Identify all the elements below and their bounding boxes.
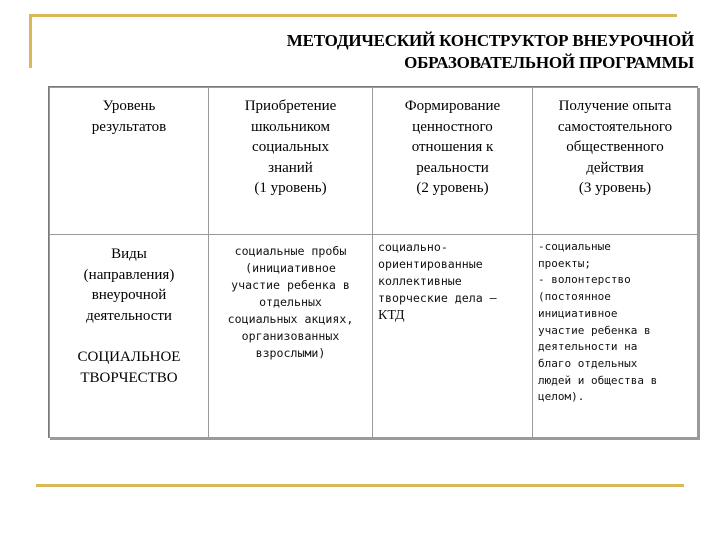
cell-text: ориентированные (378, 257, 483, 271)
row-label-text: (направления) (83, 266, 175, 283)
header-text: общественного (566, 139, 664, 155)
title-line-2: ОБРАЗОВАТЕЛЬНОЙ ПРОГРАММЫ (404, 53, 694, 72)
decorative-bottom-line (36, 484, 684, 487)
header-cell-level-3 (533, 88, 698, 235)
cell-text: целом). (538, 390, 585, 404)
cell-text: социальные пробы (234, 244, 347, 258)
header-text: (3 уровень) (578, 180, 652, 196)
level-3-content-cell (533, 235, 698, 438)
header-text: самостоятельного (557, 118, 673, 135)
cell-text: инициативное (538, 306, 618, 320)
header-text: действия (586, 159, 644, 176)
cell-text: деятельности на (538, 340, 638, 354)
cell-text: организованных (241, 329, 340, 343)
header-cell-results (50, 88, 209, 235)
page-title (174, 30, 694, 74)
header-text: (2 уровень) (416, 180, 489, 196)
cell-text: (инициативное (245, 261, 336, 275)
header-row (50, 88, 698, 235)
cell-text: коллективные (378, 274, 462, 288)
cell-text: социальных акциях, (227, 312, 354, 326)
cell-text: (постоянное (538, 290, 611, 304)
category-label: ТВОРЧЕСТВО (80, 369, 178, 386)
header-text: Уровень (102, 98, 156, 114)
decorative-vertical-line (29, 14, 32, 68)
header-text: школьником (251, 118, 330, 135)
cell-text: социально- (378, 240, 448, 254)
constructor-table (48, 86, 698, 438)
cell-text: отдельных (259, 295, 322, 309)
header-cell-level-2 (373, 88, 533, 235)
cell-text: участие ребенка в (231, 278, 350, 292)
header-text: Формирование (404, 98, 501, 114)
ktd-abbreviation: КТД (378, 308, 405, 323)
cell-text: взрослыми) (255, 346, 326, 360)
row-label-text: деятельности (86, 307, 172, 324)
cell-text: участие ребенка в (538, 323, 651, 337)
header-text: результатов (91, 118, 167, 135)
header-cell-level-1 (209, 88, 373, 235)
title-line-1: МЕТОДИЧЕСКИЙ КОНСТРУКТОР ВНЕУРОЧНОЙ (286, 31, 694, 50)
cell-text: -социальные (538, 240, 611, 253)
header-text: реальности (416, 159, 489, 176)
row-label-text: Виды (111, 246, 147, 262)
header-text: отношения к (411, 139, 494, 155)
content-row (50, 235, 698, 438)
header-text: Получение опыта (558, 98, 672, 114)
header-text: социальных (252, 139, 329, 155)
header-text: ценностного (412, 118, 493, 135)
cell-text: людей и общества в (538, 373, 658, 387)
decorative-top-line (29, 14, 677, 17)
header-text: знаний (268, 159, 313, 176)
category-label: СОЦИАЛЬНОЕ (77, 349, 181, 365)
row-label-text: внеурочной (91, 287, 167, 303)
cell-text: проекты; (538, 256, 591, 270)
cell-text: благо отдельных (538, 356, 638, 370)
level-1-content-cell (209, 235, 373, 438)
row-label-cell (50, 235, 209, 438)
level-2-content-cell (373, 235, 533, 438)
header-text: Приобретение (244, 98, 337, 114)
header-text: (1 уровень) (254, 180, 327, 196)
cell-text: - волонтерство (538, 273, 631, 287)
cell-text: творческие дела – (378, 291, 497, 305)
